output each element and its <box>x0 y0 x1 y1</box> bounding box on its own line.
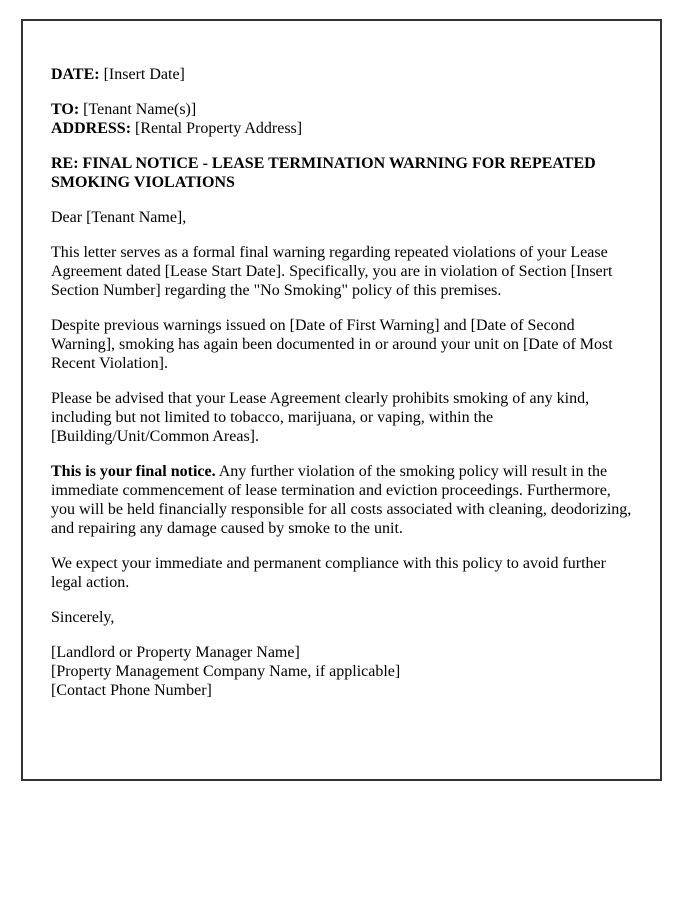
subject-line: RE: FINAL NOTICE - LEASE TERMINATION WARNING FOR REPEATED SMOKING VIOLATIONS <box>51 155 596 191</box>
salutation: Dear [Tenant Name], <box>51 209 187 226</box>
address-line <box>51 119 632 138</box>
letter-page <box>21 19 662 781</box>
address-value: [Rental Property Address] <box>131 120 303 137</box>
paragraph-lease-violation: This letter serves as a formal final warning regarding repeated violations of your Lease Agreement dated [Lease Start Date]. Specifically, you are in violation of Section [Insert Section Number] regarding the "No Smoking" policy of this premises. <box>51 244 613 299</box>
signature-company: [Property Management Company Name, if applicable] <box>51 663 401 680</box>
signature-name: [Landlord or Property Manager Name] <box>51 644 300 661</box>
signature-phone: [Contact Phone Number] <box>51 682 212 699</box>
recipient-block <box>51 100 632 138</box>
date-line <box>51 65 632 84</box>
date-label: DATE: <box>51 66 100 83</box>
final-notice-rest: Any further violation of the smoking policy will result in the immediate commencement of lease termination and eviction proceedings. Furthermore, you will be held financially responsible for all costs associated with cleaning, deodorizing, and repairing any damage caused by smoke to the unit. <box>51 463 632 537</box>
closing: Sincerely, <box>51 609 115 626</box>
paragraph-final-notice <box>51 462 632 538</box>
paragraph-previous-warnings: Despite previous warnings issued on [Date of First Warning] and [Date of Second Warning], smoking has again been documented in or around your unit on [Date of Most Recent Violation]. <box>51 317 613 372</box>
to-value: [Tenant Name(s)] <box>79 101 197 118</box>
signature-block <box>51 643 632 700</box>
address-label: ADDRESS: <box>51 120 132 137</box>
to-label: TO: <box>51 101 80 118</box>
letter-content <box>23 21 660 700</box>
final-notice-bold: This is your final notice. <box>51 463 216 480</box>
date-value: [Insert Date] <box>99 66 185 83</box>
paragraph-compliance: We expect your immediate and permanent compliance with this policy to avoid further legal action. <box>51 555 606 591</box>
paragraph-smoking-prohibition: Please be advised that your Lease Agreement clearly prohibits smoking of any kind, including but not limited to tobacco, marijuana, or vaping, within the [Building/Unit/Common Areas]. <box>51 390 590 445</box>
to-line <box>51 100 632 119</box>
